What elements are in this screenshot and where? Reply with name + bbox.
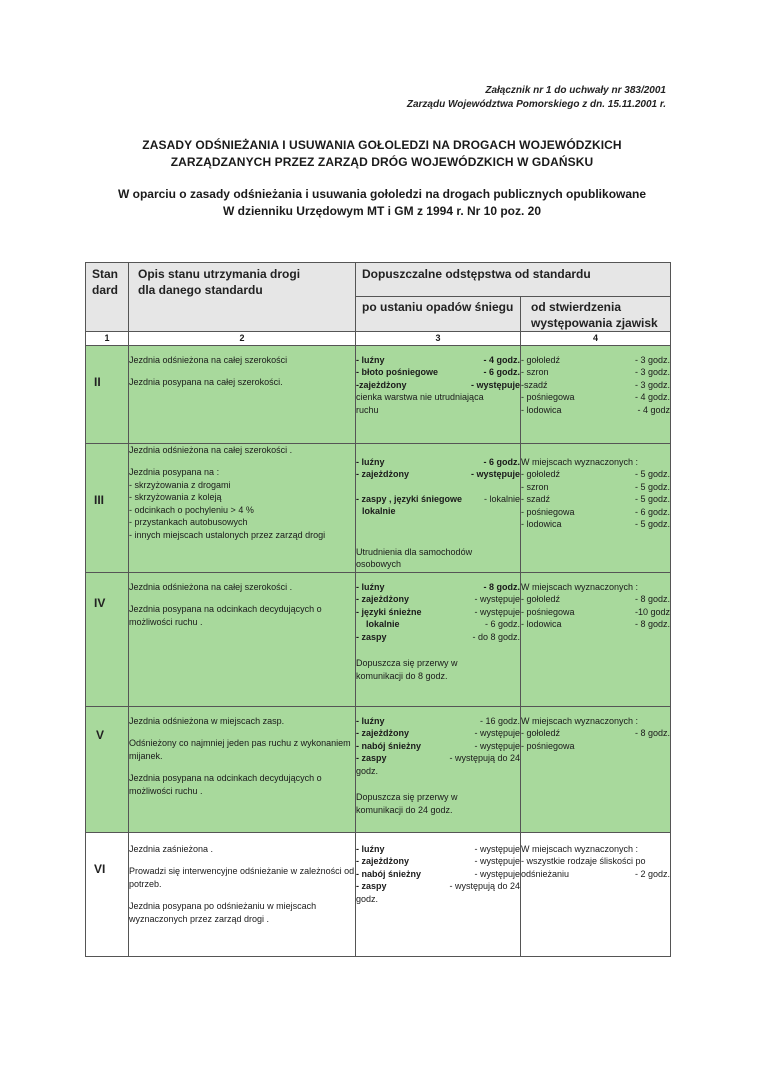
description-line: - innych miejscach ustalonych przez zarząd drogi xyxy=(129,529,326,540)
phenomena-deviation-cell xyxy=(521,443,671,572)
standard-cell xyxy=(86,345,129,443)
standard-label: III xyxy=(94,492,105,507)
annex-line-1: Załącznik nr 1 do uchwały nr 383/2001 xyxy=(485,85,666,96)
description-line: Jezdnia odśnieżona na całej szerokości . xyxy=(129,444,293,455)
snow-note: Dopuszcza się przerwy w komunikacji do 8 godz. xyxy=(356,658,458,681)
header-description-line-2: dla danego standardu xyxy=(138,283,263,297)
header-standard-line-2: dard xyxy=(92,283,119,297)
standard-cell xyxy=(86,443,129,572)
header-from-phenomena-line-2: występowania zjawisk xyxy=(531,316,658,330)
snow-item: - zaspy , języki śniegowe - lokalnie xyxy=(356,493,520,504)
phenomena-title: W miejscach wyznaczonych : xyxy=(521,456,639,467)
column-number: 1 xyxy=(86,332,129,346)
snow-item: - błoto pośniegowe - 6 godz. xyxy=(356,367,520,377)
intro-line-2: W dzienniku Urzędowym MT i GM z 1994 r. Nr 10 poz. 20 xyxy=(222,204,542,218)
phenomenon-item: - pośniegowa - 4 godz. xyxy=(521,392,671,402)
column-number: 2 xyxy=(129,332,356,346)
standard-row-v xyxy=(86,706,671,832)
standard-label: VI xyxy=(94,861,106,876)
header-from-phenomena xyxy=(521,297,671,332)
description-line: Jezdnia posypana na odcinkach decydujących o możliwości ruchu . xyxy=(129,773,322,796)
snow-item: - luźny - 4 godz. xyxy=(356,354,520,365)
snow-item: - zaspy - występują do 24 xyxy=(356,881,520,891)
description-line: - odcinkach o pochyleniu > 4 % xyxy=(129,504,254,515)
snow-item: - języki śnieżne - występuje xyxy=(356,606,520,617)
phenomenon-item: - lodowica - 5 godz. xyxy=(521,519,671,529)
description-line: Jezdnia posypana na : xyxy=(129,467,220,477)
snow-item: lokalnie xyxy=(362,506,396,516)
description-line: Prowadzi się interwencyjne odśnieżanie w zależności od potrzeb. xyxy=(129,866,355,889)
column-number: 4 xyxy=(521,332,671,346)
snow-item: - luźny - występuje xyxy=(356,843,520,854)
snow-item: - zajeżdżony - występuje xyxy=(356,728,520,738)
header-standard xyxy=(86,263,129,332)
description-cell xyxy=(129,572,356,706)
phenomenon-item: - szron - 3 godz. xyxy=(521,367,671,377)
standard-label: V xyxy=(96,727,105,742)
phenomena-deviation-cell xyxy=(521,706,671,832)
snow-deviation-cell xyxy=(356,345,521,443)
snow-item: lokalnie - 6 godz. xyxy=(366,619,520,629)
description-cell xyxy=(129,443,356,572)
header-from-phenomena-line-1: od stwierdzenia xyxy=(531,300,622,314)
snow-item: cienka warstwa nie utrudniająca xyxy=(356,392,484,402)
annex-note xyxy=(407,84,666,112)
title-line-2: ZARZĄDZANYCH PRZEZ ZARZĄD DRÓG WOJEWÓDZKICH W GDAŃSKU xyxy=(170,155,594,169)
snow-item: - zaspy - występują do 24 xyxy=(356,753,520,763)
phenomenon-item: - lodowica - 4 godz xyxy=(521,404,671,415)
header-standard-line-1: Stan xyxy=(92,267,119,281)
snow-deviation-cell xyxy=(356,706,521,832)
snow-item: - nabój śnieżny - występuje xyxy=(356,740,520,751)
description-line: Jezdnia odśnieżona w miejscach zasp. xyxy=(129,715,285,726)
phenomena-title: W miejscach wyznaczonych : xyxy=(521,843,639,854)
description-line: Jezdnia posypana na całej szerokości. xyxy=(129,377,283,387)
header-description-line-1: Opis stanu utrzymania drogi xyxy=(138,267,301,281)
snow-item: - nabój śnieżny - występuje xyxy=(356,868,520,879)
phenomenon-item: - gołoledź - 8 godz. xyxy=(521,728,671,738)
description-line: Jezdnia posypana na odcinkach decydujących o możliwości ruchu . xyxy=(129,604,322,627)
header-description xyxy=(129,263,356,332)
description-line: - przystankach autobusowych xyxy=(129,517,248,527)
snow-note: Utrudnienia dla samochodów osobowych xyxy=(356,546,473,569)
phenomena-deviation-cell xyxy=(521,572,671,706)
phenomena-title: W miejscach wyznaczonych : xyxy=(521,581,639,592)
snow-deviation-cell xyxy=(356,572,521,706)
description-cell xyxy=(129,345,356,443)
snow-item: -zajeżdżony - występuje xyxy=(356,379,520,390)
snow-item: - zajeżdżony - występuje xyxy=(356,469,520,479)
column-numbers-row xyxy=(86,332,671,346)
document-title xyxy=(0,137,764,171)
intro-text xyxy=(0,186,764,220)
header-after-snow xyxy=(356,297,521,332)
phenomenon-item: - szadź - 5 godz. xyxy=(521,494,671,504)
phenomenon-item: - pośniegowa - 6 godz. xyxy=(521,506,671,517)
header-deviations xyxy=(356,263,671,297)
standard-row-ii xyxy=(86,345,671,443)
phenomenon-item: - pośniegowa xyxy=(521,740,575,751)
standard-cell xyxy=(86,832,129,956)
phenomenon-item: - gołoledź - 3 godz. xyxy=(521,354,671,365)
phenomenon-item: - pośniegowa -10 godz xyxy=(521,606,671,617)
phenomenon-item: - szron - 5 godz. xyxy=(521,481,671,492)
description-cell xyxy=(129,706,356,832)
column-number: 3 xyxy=(356,332,521,346)
standard-cell xyxy=(86,572,129,706)
description-line: Jezdnia zaśnieżona . xyxy=(129,843,214,854)
title-line-1: ZASADY ODŚNIEŻANIA I USUWANIA GOŁOLEDZI NA DROGACH WOJEWÓDZKICH xyxy=(142,138,622,152)
snow-item: - luźny - 6 godz. xyxy=(356,456,520,467)
intro-line-1: W oparciu o zasady odśnieżania i usuwania gołoledzi na drogach publicznych opublikowane xyxy=(117,187,647,201)
phenomena-deviation-cell xyxy=(521,345,671,443)
snow-item: - luźny - 8 godz. xyxy=(356,581,520,592)
standard-label: II xyxy=(94,374,101,389)
phenomenon-item: -szadź - 3 godz. xyxy=(521,379,671,390)
snow-item: ruchu xyxy=(356,404,379,415)
phenomenon-item: - gołoledź - 5 godz. xyxy=(521,469,671,479)
snow-item: - luźny - 16 godz. xyxy=(356,715,520,726)
description-line: - skrzyżowania z koleją xyxy=(129,492,222,502)
phenomena-title: W miejscach wyznaczonych : xyxy=(521,715,639,726)
header-after-snow-text: po ustaniu opadów śniegu xyxy=(362,300,514,314)
description-line: Jezdnia odśnieżona na całej szerokości . xyxy=(129,581,293,592)
standard-row-vi xyxy=(86,832,671,956)
phenomenon-item: - lodowica - 8 godz. xyxy=(521,619,671,629)
description-line: Jezdnia posypana po odśnieżaniu w miejscach wyznaczonych przez zarząd drogi . xyxy=(129,901,317,924)
standard-row-iv xyxy=(86,572,671,706)
snow-note: Dopuszcza się przerwy w komunikacji do 24 godz. xyxy=(356,792,458,815)
snow-deviation-cell xyxy=(356,832,521,956)
snow-deviation-cell xyxy=(356,443,521,572)
snow-item xyxy=(356,481,520,493)
description-line: Odśnieżony co najmniej jeden pas ruchu z wykonaniem mijanek. xyxy=(129,738,351,761)
description-line: Jezdnia odśnieżona na całej szerokości xyxy=(129,354,288,365)
standard-label: IV xyxy=(94,595,106,610)
snow-item: - zajeżdżony - występuje xyxy=(356,856,520,866)
snow-item: godz. xyxy=(356,765,379,776)
snow-item: - zaspy - do 8 godz. xyxy=(356,631,520,642)
standard-cell xyxy=(86,706,129,832)
description-line: - skrzyżowania z drogami xyxy=(129,479,231,490)
snow-item: - zajeżdżony - występuje xyxy=(356,594,520,604)
description-cell xyxy=(129,832,356,956)
phenomena-deviation-cell xyxy=(521,832,671,956)
phenomenon-item: - wszystkie rodzaje śliskości po xyxy=(521,856,646,866)
phenomenon-item: odśnieżaniu - 2 godz. xyxy=(521,868,671,879)
snow-item: godz. xyxy=(356,893,379,904)
header-deviations-text: Dopuszczalne odstępstwa od standardu xyxy=(362,267,591,281)
annex-line-2: Zarządu Województwa Pomorskiego z dn. 15.11.2001 r. xyxy=(406,99,666,110)
phenomenon-item: - gołoledź - 8 godz. xyxy=(521,594,671,604)
standard-row-iii xyxy=(86,443,671,572)
standards-table xyxy=(85,262,671,957)
